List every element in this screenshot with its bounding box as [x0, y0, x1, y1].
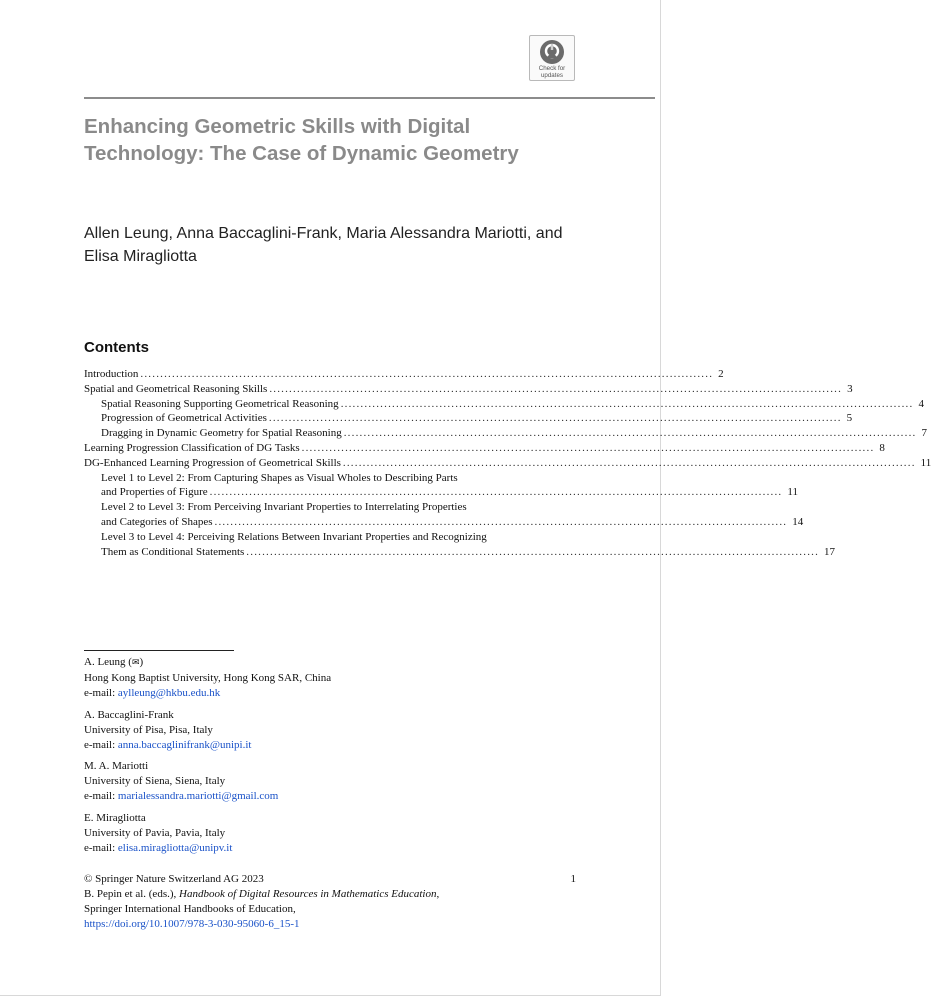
toc-leader: ................................................................................................................................................. — [214, 515, 788, 528]
toc-page-number: 3 — [847, 382, 853, 395]
toc-page-number: 7 — [921, 427, 927, 440]
affiliation-institution: University of Pisa, Pisa, Italy — [84, 723, 213, 736]
toc-page-number: 17 — [824, 545, 836, 558]
affiliation-name: A. Leung (✉) — [84, 656, 144, 668]
citation-line: B. Pepin et al. (eds.), Handbook of Digital Resources in Mathematics Education, — [84, 888, 440, 900]
toc-entry[interactable]: Level 1 to Level 2: From Capturing Shapes as Visual Wholes to Describing Parts and Properties of Figure ................................................................................................................................................. 11 — [101, 471, 798, 499]
toc-page-number: 4 — [918, 397, 924, 410]
toc-leader: ................................................................................................................................................. — [209, 486, 783, 499]
book-title: Handbook of Digital Resources in Mathematics Education — [179, 888, 437, 900]
toc-page-number: 11 — [920, 456, 931, 469]
toc-entry[interactable]: Level 3 to Level 4: Perceiving Relations Between Invariant Properties and Recognizing Them as Conditional Statements ................................................................................................................................................. 17 — [101, 530, 836, 558]
toc-leader: ................................................................................................................................................. — [246, 545, 820, 558]
check-for-updates-icon — [539, 39, 565, 65]
contents-heading: Contents — [84, 339, 149, 356]
affiliation-email-line: e-mail: marialessandra.mariotti@gmail.com — [84, 790, 279, 802]
affiliation-block — [84, 759, 574, 804]
title-rule — [84, 97, 655, 99]
check-for-updates-badge[interactable] — [529, 35, 575, 81]
toc-leader: ................................................................................................................................................. — [342, 456, 916, 469]
doi-line — [84, 917, 576, 932]
toc-leader: ................................................................................................................................................. — [269, 382, 843, 395]
copyright-text: © Springer Nature Switzerland AG 2023 — [84, 873, 264, 885]
toc-leader: ................................................................................................................................................. — [140, 368, 714, 380]
toc-leader: ................................................................................................................................................. — [268, 412, 842, 425]
email-link[interactable]: anna.baccaglinifrank@unipi.it — [117, 738, 252, 751]
doi-link[interactable]: https://doi.org/10.1007/978-3-030-95060-6_15-1 — [84, 918, 300, 930]
affiliation-name: A. Baccaglini-Frank — [84, 708, 174, 721]
affiliation-email-line: e-mail: aylleung@hkbu.edu.hk — [84, 687, 221, 699]
affiliation-block — [84, 655, 574, 701]
toc-entry[interactable]: Dragging in Dynamic Geometry for Spatial Reasoning ................................................................................................................................................. 7 — [101, 427, 927, 440]
chapter-title: Enhancing Geometric Skills with Digital Technology: The Case of Dynamic Geometry — [84, 115, 519, 165]
toc-entry[interactable]: Spatial Reasoning Supporting Geometrical Reasoning ................................................................................................................................................. 4 — [101, 397, 924, 410]
copyright-line — [84, 872, 576, 887]
email-link[interactable]: elisa.miragliotta@unipv.it — [117, 841, 233, 854]
email-link[interactable]: marialessandra.mariotti@gmail.com — [117, 790, 279, 802]
author-affiliations — [84, 655, 574, 862]
toc-leader: ................................................................................................................................................. — [301, 441, 875, 454]
toc-leader: ................................................................................................................................................. — [343, 427, 917, 440]
envelope-icon: ✉ — [131, 658, 140, 668]
affiliation-name: E. Miragliotta — [84, 811, 146, 824]
toc-entry[interactable]: Level 2 to Level 3: From Perceiving Invariant Properties to Interrelating Properties and Categories of Shapes ................................................................................................................................................. 14 — [101, 501, 804, 528]
toc-leader: ................................................................................................................................................. — [340, 397, 914, 410]
series-line: Springer International Handbooks of Education, — [84, 903, 296, 915]
affiliation-institution: University of Pavia, Pavia, Italy — [84, 826, 226, 839]
toc-page-number: 14 — [792, 515, 804, 528]
affiliation-email-line: e-mail: anna.baccaglinifrank@unipi.it — [84, 738, 252, 751]
toc-entry[interactable]: Learning Progression Classification of DG Tasks ................................................................................................................................................. 8 — [84, 441, 885, 454]
toc-entry[interactable]: Progression of Geometrical Activities ................................................................................................................................................. 5 — [101, 412, 853, 425]
affiliation-name: M. A. Mariotti — [84, 760, 149, 772]
affiliation-institution: University of Siena, Siena, Italy — [84, 775, 226, 787]
toc-entry[interactable]: Introduction ................................................................................................................................................. 2 — [84, 368, 724, 380]
affiliation-block — [84, 811, 574, 856]
page-number: 1 — [570, 873, 576, 885]
affiliation-email-line: e-mail: elisa.miragliotta@unipv.it — [84, 841, 233, 854]
table-of-contents — [84, 367, 931, 559]
publication-info — [84, 872, 576, 932]
toc-page-number: 11 — [787, 486, 798, 499]
email-link[interactable]: aylleung@hkbu.edu.hk — [117, 687, 221, 699]
toc-page-number: 2 — [718, 368, 724, 380]
badge-label: Check for updates — [538, 65, 566, 79]
affiliation-institution: Hong Kong Baptist University, Hong Kong SAR, China — [84, 672, 332, 684]
toc-entry[interactable]: Spatial and Geometrical Reasoning Skills ................................................................................................................................................. 3 — [84, 382, 853, 395]
author-list: Allen Leung, Anna Baccaglini-Frank, Maria Alessandra Mariotti, and Elisa Miragliotta — [84, 225, 563, 265]
affiliation-block — [84, 708, 574, 753]
footnote-rule — [84, 650, 234, 651]
toc-entry[interactable]: DG-Enhanced Learning Progression of Geometrical Skills ................................................................................................................................................. 11 — [84, 456, 931, 469]
toc-page-number: 8 — [879, 441, 885, 454]
toc-page-number: 5 — [846, 412, 853, 425]
